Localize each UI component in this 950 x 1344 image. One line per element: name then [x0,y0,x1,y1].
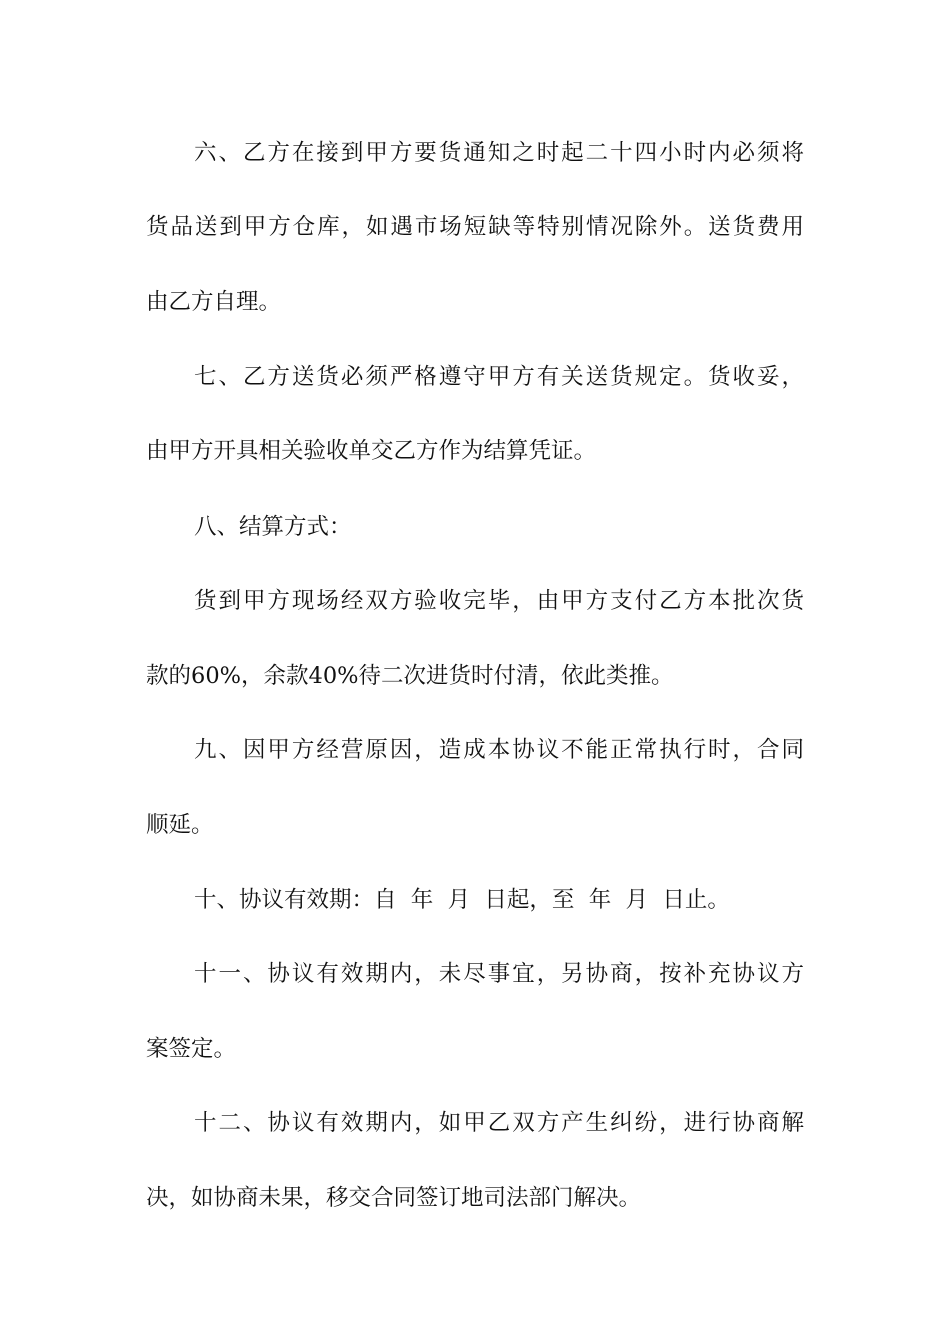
clause-10-line-1: 十、协议有效期：自 年 月 日起，至 年 月 日止。 [194,887,730,913]
clause-7-line-2: 由甲方开具相关验收单交乙方作为结算凭证。 [146,438,597,464]
clause-9-line-2: 顺延。 [146,812,214,838]
payment-line-2: 款的60%，余款40%待二次进货时付清，依此类推。 [146,663,674,689]
clause-12-line-1: 十二、协议有效期内，如甲乙双方产生纠纷，进行协商解 [194,1110,804,1136]
clause-12-line-2: 决，如协商未果，移交合同签订地司法部门解决。 [146,1185,642,1211]
clause-9-line-1: 九、因甲方经营原因，造成本协议不能正常执行时，合同 [194,737,804,763]
clause-8-line-1: 八、结算方式： [194,514,352,540]
clause-7-line-1: 七、乙方送货必须严格遵守甲方有关送货规定。货收妥， [194,364,804,390]
clause-6-line-1: 六、乙方在接到甲方要货通知之时起二十四小时内必须将 [194,140,804,166]
clause-11-line-1: 十一、协议有效期内，未尽事宜，另协商，按补充协议方 [194,961,804,987]
clause-6-line-3: 由乙方自理。 [146,289,282,315]
clause-6-line-2: 货品送到甲方仓库，如遇市场短缺等特别情况除外。送货费用 [146,214,804,240]
payment-line-1: 货到甲方现场经双方验收完毕，由甲方支付乙方本批次货 [194,588,804,614]
clause-11-line-2: 案签定。 [146,1036,237,1062]
